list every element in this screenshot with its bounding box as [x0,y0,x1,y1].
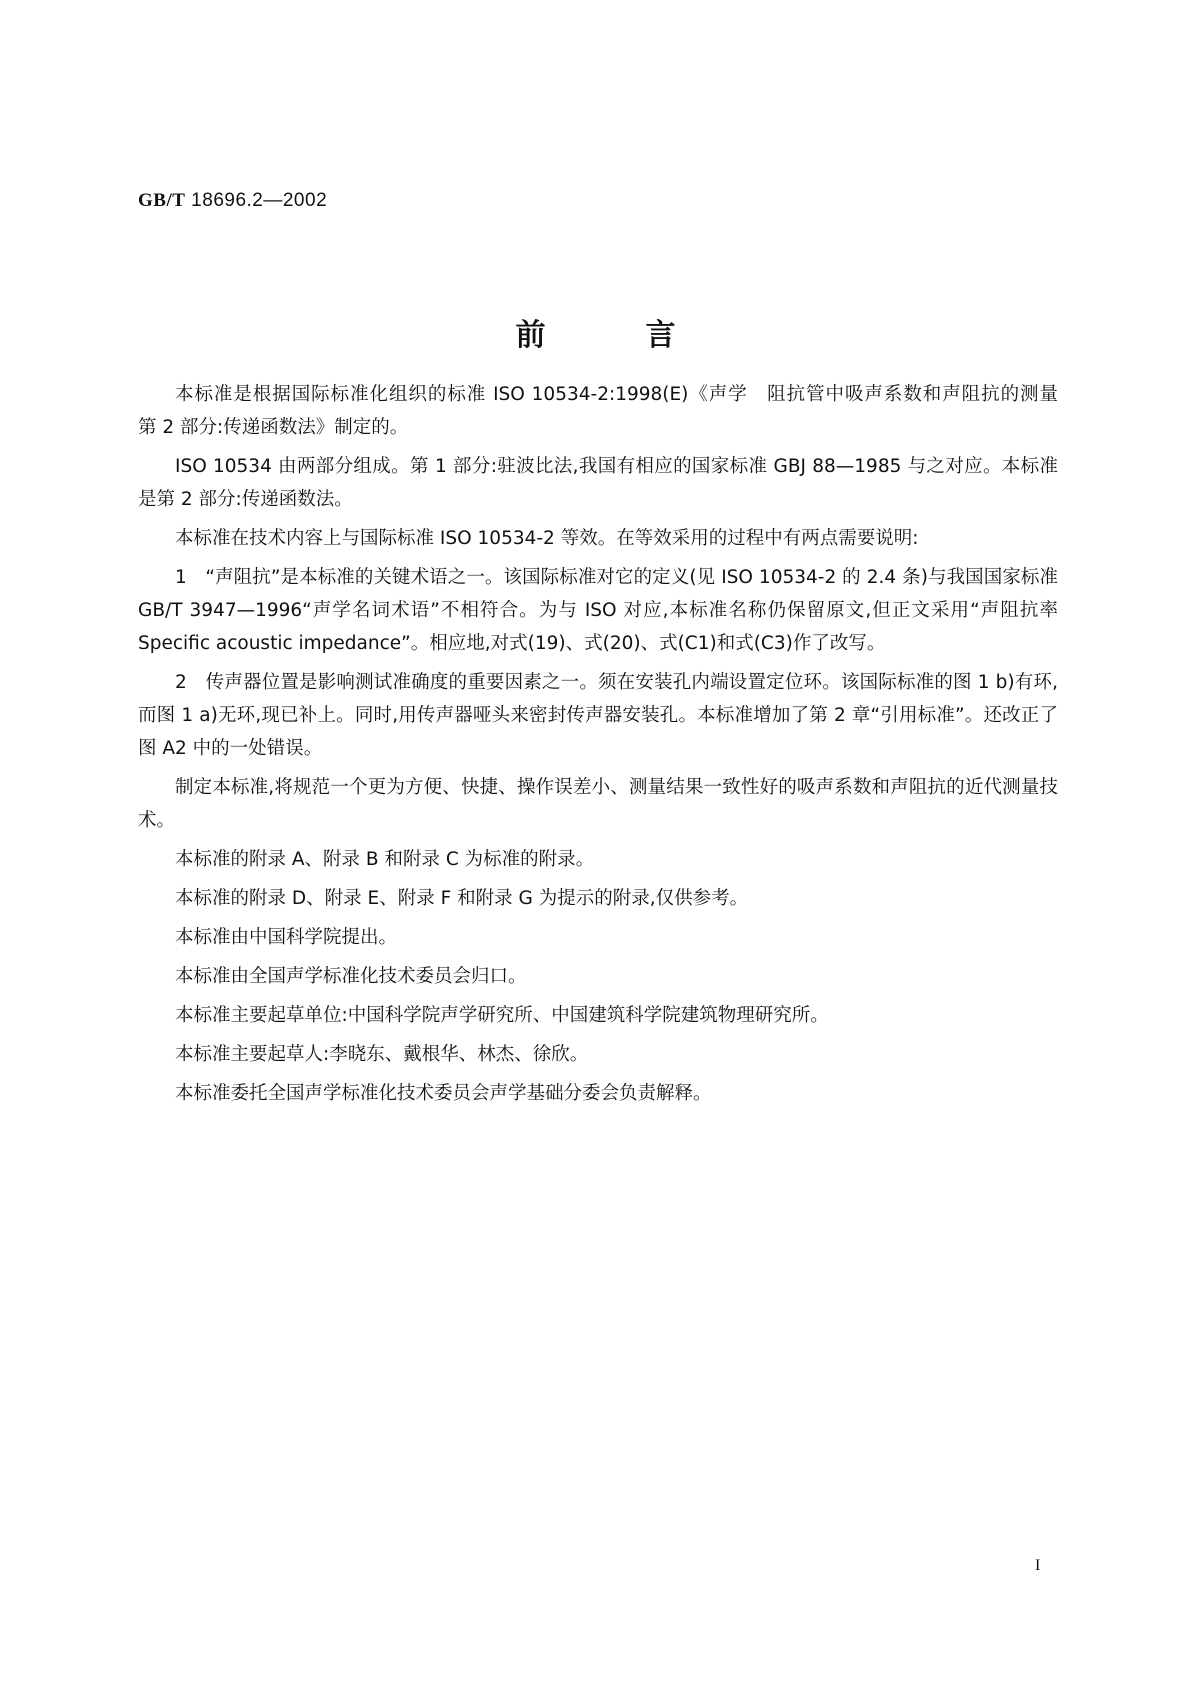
paragraph: 本标准由全国声学标准化技术委员会归口。 [175,966,527,987]
standard-code-prefix: GB/T [138,190,186,211]
paragraph: 本标准由中国科学院提出。 [175,927,398,948]
paragraph: 1 “声阻抗”是本标准的关键术语之一。该国际标准对它的定义(见 ISO 10534-2 的 2.4 条)与我国国家标准 GB/T 3947—1996“声学名词术语”不相符合。为与 ISO 对应,本标准名称仍保留原文,但正文采用“声阻抗率 Specific acoustic impedance”。相应地,对式(19)、式(20)、式(C1)和式(C3)作了改写。 [138,567,1058,654]
standard-code-number: 18696.2—2002 [185,190,328,211]
paragraph: 本标准是根据国际标准化组织的标准 ISO 10534-2:1998(E)《声学 阻抗管中吸声系数和声阻抗的测量 第 2 部分:传递函数法》制定的。 [138,384,1077,438]
page-title: 前言 [515,318,776,353]
paragraph: 本标准委托全国声学标准化技术委员会声学基础分委会负责解释。 [175,1083,712,1104]
page-number: I [1035,1557,1041,1574]
paragraph: 本标准的附录 A、附录 B 和附录 C 为标准的附录。 [175,849,595,870]
paragraph: 2 传声器位置是影响测试准确度的重要因素之一。须在安装孔内端设置定位环。该国际标准的图 1 b)有环,而图 1 a)无环,现已补上。同时,用传声器哑头来密封传声器安装孔。本标准增加了第 2 章“引用标准”。还改正了图 A2 中的一处错误。 [138,672,1058,759]
paragraph: 本标准主要起草单位:中国科学院声学研究所、中国建筑科学院建筑物理研究所。 [175,1005,829,1026]
standard-code [138,190,327,212]
paragraph: 本标准主要起草人:李晓东、戴根华、林杰、徐欣。 [175,1044,589,1065]
paragraph: 本标准在技术内容上与国际标准 ISO 10534-2 等效。在等效采用的过程中有两点需要说明: [175,528,919,549]
foreword-body [138,378,1077,1116]
paragraph: ISO 10534 由两部分组成。第 1 部分:驻波比法,我国有相应的国家标准 GBJ 88—1985 与之对应。本标准是第 2 部分:传递函数法。 [138,456,1058,510]
paragraph: 制定本标准,将规范一个更为方便、快捷、操作误差小、测量结果一致性好的吸声系数和声阻抗的近代测量技术。 [138,777,1058,831]
paragraph: 本标准的附录 D、附录 E、附录 F 和附录 G 为提示的附录,仅供参考。 [175,888,749,909]
